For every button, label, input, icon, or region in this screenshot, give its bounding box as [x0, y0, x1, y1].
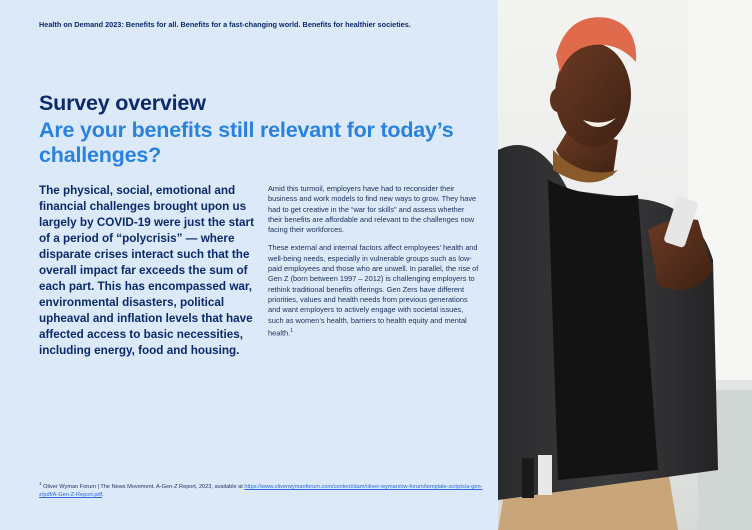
- footnote-text: Oliver Wyman Forum | The News Movement. A-Gen-Z Report, 2023, available at: [41, 483, 245, 490]
- body-column: [268, 184, 480, 347]
- page-subtitle: Are your benefits still relevant for today’s challenges?: [39, 118, 454, 167]
- footnote-end: .: [102, 491, 104, 498]
- body-paragraph-2-text: These external and internal factors affect employees’ health and well-being needs, especially in vulnerable groups such as low-paid employees and those who are unwell. In parallel, the rise of Gen Z (born between 1997 – 2012) is challenging employers to rethink traditional benefits offerings. Gen Zers have different priorities, values and health needs from previous generations and want employers to actively engage with societal issues, such as women’s health, barriers to health equity and mental health.: [268, 243, 479, 338]
- footnote-marker: 1: [39, 481, 42, 486]
- body-paragraph-2: [268, 243, 480, 338]
- hero-photo: [498, 0, 752, 530]
- running-header: Health on Demand 2023: Benefits for all. Benefits for a fast-changing world. Benefits for healthier societies.: [39, 20, 411, 29]
- photo-illustration: [498, 0, 752, 530]
- footnote: [39, 480, 489, 499]
- footnote-reference: 1: [290, 327, 293, 334]
- body-paragraph-1: Amid this turmoil, employers have had to reconsider their business and work models to find new ways to grow. They have had to get creative in the “war for skills” and assess whether their benefits are affordable and relevant to the challenges now facing their workforces.: [268, 184, 477, 235]
- lead-paragraph: The physical, social, emotional and financial challenges brought upon us largely by COVID-19 were just the start of a period of “polycrisis” — where disparate crises interact such that the overall impact far exceeds the sum of each part. This has encompassed war, environmental disasters, political upheaval and inflation levels that have affected access to basic necessities, including energy, food and housing.: [39, 184, 254, 357]
- page-title: Survey overview: [39, 91, 206, 115]
- footnote-link[interactable]: https://www.oliverwymanforum.com/content/dam/oliver-wyman/ow-forum/template-scripts/a-gen-z/pdf/A-Gen-Z-Report.pdf: [39, 483, 483, 498]
